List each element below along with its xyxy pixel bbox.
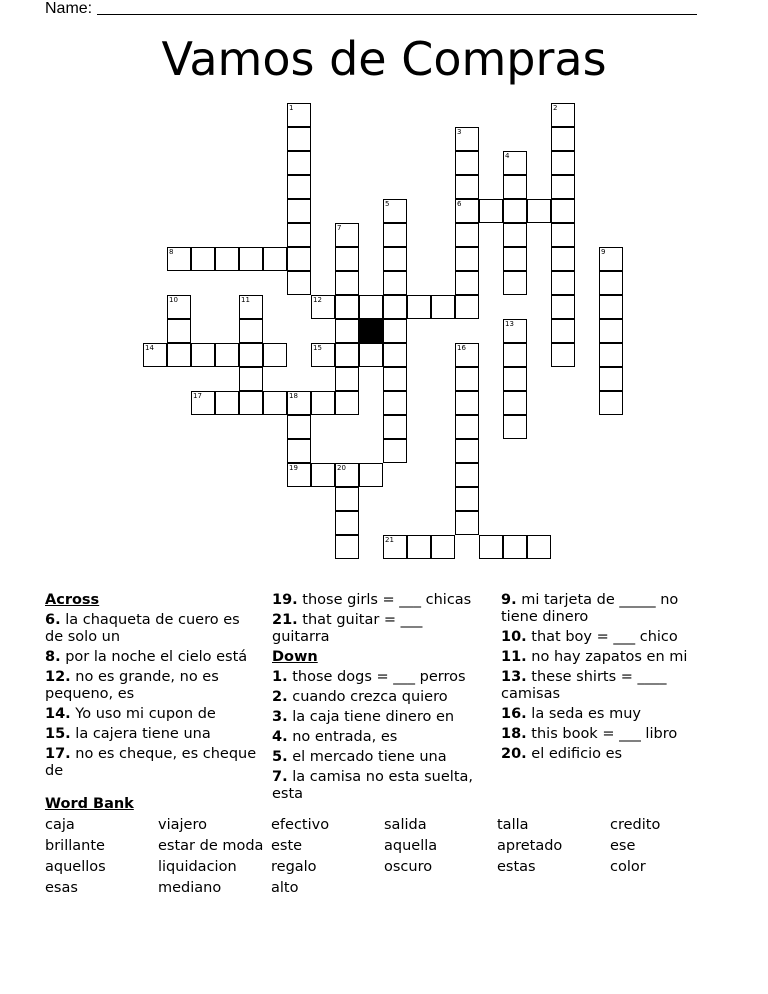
crossword-cell[interactable] xyxy=(263,247,287,271)
clue-text: no entrada, es xyxy=(287,729,398,745)
clue xyxy=(501,706,713,723)
crossword-cell[interactable] xyxy=(383,319,407,343)
crossword-cell[interactable] xyxy=(527,199,551,223)
crossword-cell[interactable] xyxy=(503,223,527,247)
crossword-cell[interactable] xyxy=(215,391,239,415)
crossword-cell[interactable] xyxy=(383,295,407,319)
crossword-cell[interactable] xyxy=(455,151,479,175)
crossword-cell[interactable] xyxy=(503,271,527,295)
clue-text: la camisa no esta suelta, esta xyxy=(272,769,474,802)
crossword-cell[interactable] xyxy=(383,415,407,439)
crossword-cell[interactable] xyxy=(407,295,431,319)
clue-number: 5 xyxy=(385,200,390,208)
crossword-cell[interactable] xyxy=(383,439,407,463)
crossword-cell[interactable] xyxy=(551,319,575,343)
clue-number: 10 xyxy=(169,296,178,304)
clue-number: 1 xyxy=(289,104,294,112)
crossword-cell[interactable] xyxy=(287,175,311,199)
clue-number: 4 xyxy=(505,152,510,160)
crossword-cell[interactable] xyxy=(455,367,479,391)
crossword-cell[interactable] xyxy=(335,343,359,367)
clue-heading: Down xyxy=(272,649,318,665)
clue-number: 18 xyxy=(289,392,298,400)
word-bank-word: mediano xyxy=(158,880,222,896)
clue-number: 16. xyxy=(501,706,527,722)
crossword-cell[interactable] xyxy=(215,343,239,367)
word-bank-word: este xyxy=(271,838,303,854)
crossword-cell[interactable] xyxy=(191,247,215,271)
crossword-cell[interactable] xyxy=(503,199,527,223)
crossword-cell[interactable] xyxy=(335,223,359,247)
crossword-cell[interactable] xyxy=(599,319,623,343)
clue-text: these shirts = ____ camisas xyxy=(501,669,667,702)
word-bank-word: viajero xyxy=(158,817,207,833)
crossword-cell[interactable] xyxy=(503,391,527,415)
crossword-cell[interactable] xyxy=(287,151,311,175)
clue xyxy=(45,726,257,743)
crossword-cell[interactable] xyxy=(287,223,311,247)
crossword-cell[interactable] xyxy=(287,271,311,295)
crossword-cell[interactable] xyxy=(335,487,359,511)
word-bank-word: esas xyxy=(45,880,78,896)
word-bank-word: talla xyxy=(497,817,529,833)
clue-number: 21. xyxy=(272,612,298,628)
crossword-cell[interactable] xyxy=(407,535,431,559)
clue-number: 7. xyxy=(272,769,288,785)
clue xyxy=(45,746,257,780)
crossword-cell[interactable] xyxy=(431,295,455,319)
crossword-cell[interactable] xyxy=(551,127,575,151)
clue-number: 8. xyxy=(45,649,61,665)
clue xyxy=(45,669,257,703)
crossword-cell[interactable] xyxy=(239,391,263,415)
clue-number: 12 xyxy=(313,296,322,304)
crossword-cell[interactable] xyxy=(551,175,575,199)
clues-column-3 xyxy=(501,592,713,766)
crossword-cell[interactable] xyxy=(551,151,575,175)
crossword-cell[interactable] xyxy=(551,199,575,223)
word-bank-word: regalo xyxy=(271,859,317,875)
crossword-cell[interactable] xyxy=(287,247,311,271)
clue-number: 6 xyxy=(457,200,462,208)
crossword-cell[interactable] xyxy=(383,199,407,223)
word-bank-word: oscuro xyxy=(384,859,433,875)
clue-text: el edificio es xyxy=(526,746,623,762)
clue-number: 10. xyxy=(501,629,527,645)
name-line xyxy=(97,14,697,15)
crossword-cell[interactable] xyxy=(503,319,527,343)
clue xyxy=(501,669,713,703)
clue-number: 15 xyxy=(313,344,322,352)
clue-number: 17. xyxy=(45,746,71,762)
clue-text: la caja tiene dinero en xyxy=(287,709,455,725)
crossword-cell[interactable] xyxy=(503,247,527,271)
crossword-cell[interactable] xyxy=(335,391,359,415)
clue-number: 8 xyxy=(169,248,174,256)
clue-number: 19 xyxy=(289,464,298,472)
crossword-cell[interactable] xyxy=(239,367,263,391)
crossword-cell[interactable] xyxy=(455,175,479,199)
word-bank-word: liquidacion xyxy=(158,859,237,875)
crossword-cell[interactable] xyxy=(239,343,263,367)
crossword-cell[interactable] xyxy=(599,271,623,295)
crossword-cell[interactable] xyxy=(455,199,479,223)
clue-number: 18. xyxy=(501,726,527,742)
clue-number: 7 xyxy=(337,224,342,232)
crossword-cell[interactable] xyxy=(287,127,311,151)
crossword-cell[interactable] xyxy=(551,343,575,367)
clue-number: 16 xyxy=(457,344,466,352)
word-bank-word: aquella xyxy=(384,838,438,854)
clue xyxy=(272,709,484,726)
crossword-cell[interactable] xyxy=(383,391,407,415)
crossword-cell[interactable] xyxy=(455,487,479,511)
word-bank-title: Word Bank xyxy=(45,796,134,812)
word-bank-word: credito xyxy=(610,817,661,833)
clue-text: la cajera tiene una xyxy=(70,726,211,742)
crossword-cell[interactable] xyxy=(551,103,575,127)
clue-number: 2 xyxy=(553,104,558,112)
clue-number: 19. xyxy=(272,592,298,608)
clue-text: Yo uso mi cupon de xyxy=(70,706,216,722)
crossword-cell[interactable] xyxy=(335,463,359,487)
word-bank-word: caja xyxy=(45,817,75,833)
crossword-cell[interactable] xyxy=(335,535,359,559)
crossword-cell[interactable] xyxy=(383,343,407,367)
crossword-cell[interactable] xyxy=(455,391,479,415)
clue-number: 1. xyxy=(272,669,288,685)
word-bank-word: apretado xyxy=(497,838,563,854)
crossword-cell[interactable] xyxy=(167,295,191,319)
crossword-cell[interactable] xyxy=(335,271,359,295)
clue xyxy=(272,592,484,609)
crossword-cell[interactable] xyxy=(455,439,479,463)
crossword-cell[interactable] xyxy=(383,271,407,295)
clue-text: mi tarjeta de _____ no tiene dinero xyxy=(501,592,679,625)
crossword-cell[interactable] xyxy=(455,127,479,151)
clue-number: 5. xyxy=(272,749,288,765)
crossword-cell[interactable] xyxy=(167,343,191,367)
clue-number: 2. xyxy=(272,689,288,705)
crossword-cell[interactable] xyxy=(455,247,479,271)
clue-number: 11. xyxy=(501,649,527,665)
clue-number: 13. xyxy=(501,669,527,685)
crossword-cell[interactable] xyxy=(287,439,311,463)
clue-number: 17 xyxy=(193,392,202,400)
word-bank-word: brillante xyxy=(45,838,105,854)
name-label: Name: xyxy=(45,0,93,17)
clue-number: 12. xyxy=(45,669,71,685)
word-bank-word: color xyxy=(610,859,646,875)
crossword-cell[interactable] xyxy=(503,151,527,175)
crossword-cell[interactable] xyxy=(167,319,191,343)
crossword-cell[interactable] xyxy=(287,391,311,415)
crossword-cell[interactable] xyxy=(551,295,575,319)
crossword-cell[interactable] xyxy=(599,295,623,319)
crossword-cell[interactable] xyxy=(167,247,191,271)
crossword-cell[interactable] xyxy=(455,415,479,439)
crossword-cell[interactable] xyxy=(431,535,455,559)
clue-text: those girls = ___ chicas xyxy=(297,592,472,608)
clue-number: 20. xyxy=(501,746,527,762)
crossword-cell[interactable] xyxy=(311,391,335,415)
crossword-cell[interactable] xyxy=(335,247,359,271)
crossword-cell[interactable] xyxy=(503,535,527,559)
crossword-cell[interactable] xyxy=(311,343,335,367)
word-bank-word: estas xyxy=(497,859,536,875)
crossword-cell[interactable] xyxy=(383,247,407,271)
crossword-cell[interactable] xyxy=(503,415,527,439)
crossword-black-cell xyxy=(359,319,383,343)
crossword-cell[interactable] xyxy=(335,367,359,391)
crossword-cell[interactable] xyxy=(287,103,311,127)
clue xyxy=(272,769,484,803)
crossword-cell[interactable] xyxy=(383,367,407,391)
word-bank-word: ese xyxy=(610,838,636,854)
clue-number: 15. xyxy=(45,726,71,742)
word-bank-word: salida xyxy=(384,817,427,833)
clue xyxy=(45,649,257,666)
clue xyxy=(272,689,484,706)
clues-column-1 xyxy=(45,592,257,783)
word-bank-word: estar de moda xyxy=(158,838,264,854)
crossword-cell[interactable] xyxy=(455,223,479,247)
clue-text: no hay zapatos en mi xyxy=(526,649,688,665)
clues-column-2 xyxy=(272,592,484,806)
clue-text: la chaqueta de cuero es de solo un xyxy=(45,612,240,645)
crossword-cell[interactable] xyxy=(455,511,479,535)
crossword-cell[interactable] xyxy=(599,367,623,391)
crossword-cell[interactable] xyxy=(455,295,479,319)
crossword-cell[interactable] xyxy=(287,199,311,223)
clue-number: 3. xyxy=(272,709,288,725)
word-bank-word: alto xyxy=(271,880,299,896)
crossword-cell[interactable] xyxy=(455,343,479,367)
crossword-cell[interactable] xyxy=(335,295,359,319)
crossword-cell[interactable] xyxy=(479,199,503,223)
crossword-cell[interactable] xyxy=(143,343,167,367)
crossword-cell[interactable] xyxy=(191,343,215,367)
clue xyxy=(501,726,713,743)
clue-number: 14. xyxy=(45,706,71,722)
clue-text: those dogs = ___ perros xyxy=(287,669,466,685)
clue-number: 20 xyxy=(337,464,346,472)
crossword-cell[interactable] xyxy=(335,319,359,343)
clue-number: 13 xyxy=(505,320,514,328)
crossword-cell[interactable] xyxy=(599,247,623,271)
crossword-cell[interactable] xyxy=(383,223,407,247)
crossword-cell[interactable] xyxy=(263,391,287,415)
clue-text: that boy = ___ chico xyxy=(526,629,678,645)
crossword-cell[interactable] xyxy=(455,271,479,295)
crossword-cell[interactable] xyxy=(599,343,623,367)
clue xyxy=(272,749,484,766)
clue-number: 6. xyxy=(45,612,61,628)
crossword-cell[interactable] xyxy=(287,463,311,487)
clue-text: la seda es muy xyxy=(526,706,641,722)
clue-number: 21 xyxy=(385,536,394,544)
crossword-cell[interactable] xyxy=(503,367,527,391)
clue xyxy=(45,612,257,646)
clue-number: 3 xyxy=(457,128,462,136)
crossword-cell[interactable] xyxy=(455,463,479,487)
crossword-cell[interactable] xyxy=(239,295,263,319)
clue-number: 11 xyxy=(241,296,250,304)
crossword-cell[interactable] xyxy=(311,295,335,319)
crossword-cell[interactable] xyxy=(239,247,263,271)
clue xyxy=(501,592,713,626)
crossword-cell[interactable] xyxy=(599,391,623,415)
crossword-cell[interactable] xyxy=(215,247,239,271)
clue-number: 14 xyxy=(145,344,154,352)
crossword-cell[interactable] xyxy=(191,391,215,415)
clue-text: no es grande, no es pequeno, es xyxy=(45,669,219,702)
crossword-cell[interactable] xyxy=(359,295,383,319)
clue-text: el mercado tiene una xyxy=(287,749,447,765)
crossword-cell[interactable] xyxy=(359,343,383,367)
clue xyxy=(272,729,484,746)
clue-number: 9 xyxy=(601,248,606,256)
crossword-cell[interactable] xyxy=(263,343,287,367)
clue-text: that guitar = ___ guitarra xyxy=(272,612,423,645)
clue xyxy=(501,629,713,646)
clue xyxy=(272,669,484,686)
crossword-cell[interactable] xyxy=(311,463,335,487)
clue-heading: Across xyxy=(45,592,100,608)
crossword-cell[interactable] xyxy=(239,319,263,343)
clue-number: 9. xyxy=(501,592,517,608)
clue xyxy=(501,746,713,763)
clue-text: this book = ___ libro xyxy=(526,726,678,742)
clue xyxy=(272,612,484,646)
crossword-cell[interactable] xyxy=(503,175,527,199)
clue xyxy=(501,649,713,666)
word-bank-word: efectivo xyxy=(271,817,330,833)
clue xyxy=(45,706,257,723)
crossword-cell[interactable] xyxy=(551,223,575,247)
clue-text: cuando crezca quiero xyxy=(287,689,448,705)
crossword-cell[interactable] xyxy=(287,415,311,439)
crossword-cell[interactable] xyxy=(479,535,503,559)
clue-text: por la noche el cielo está xyxy=(60,649,248,665)
crossword-cell[interactable] xyxy=(527,535,551,559)
crossword-cell[interactable] xyxy=(335,511,359,535)
word-bank-word: aquellos xyxy=(45,859,106,875)
crossword-cell[interactable] xyxy=(503,343,527,367)
clue-text: no es cheque, es cheque de xyxy=(45,746,257,779)
crossword-cell[interactable] xyxy=(551,271,575,295)
page-title: Vamos de Compras xyxy=(161,32,607,86)
crossword-cell[interactable] xyxy=(383,535,407,559)
clue-number: 4. xyxy=(272,729,288,745)
crossword-cell[interactable] xyxy=(551,247,575,271)
crossword-cell[interactable] xyxy=(359,463,383,487)
